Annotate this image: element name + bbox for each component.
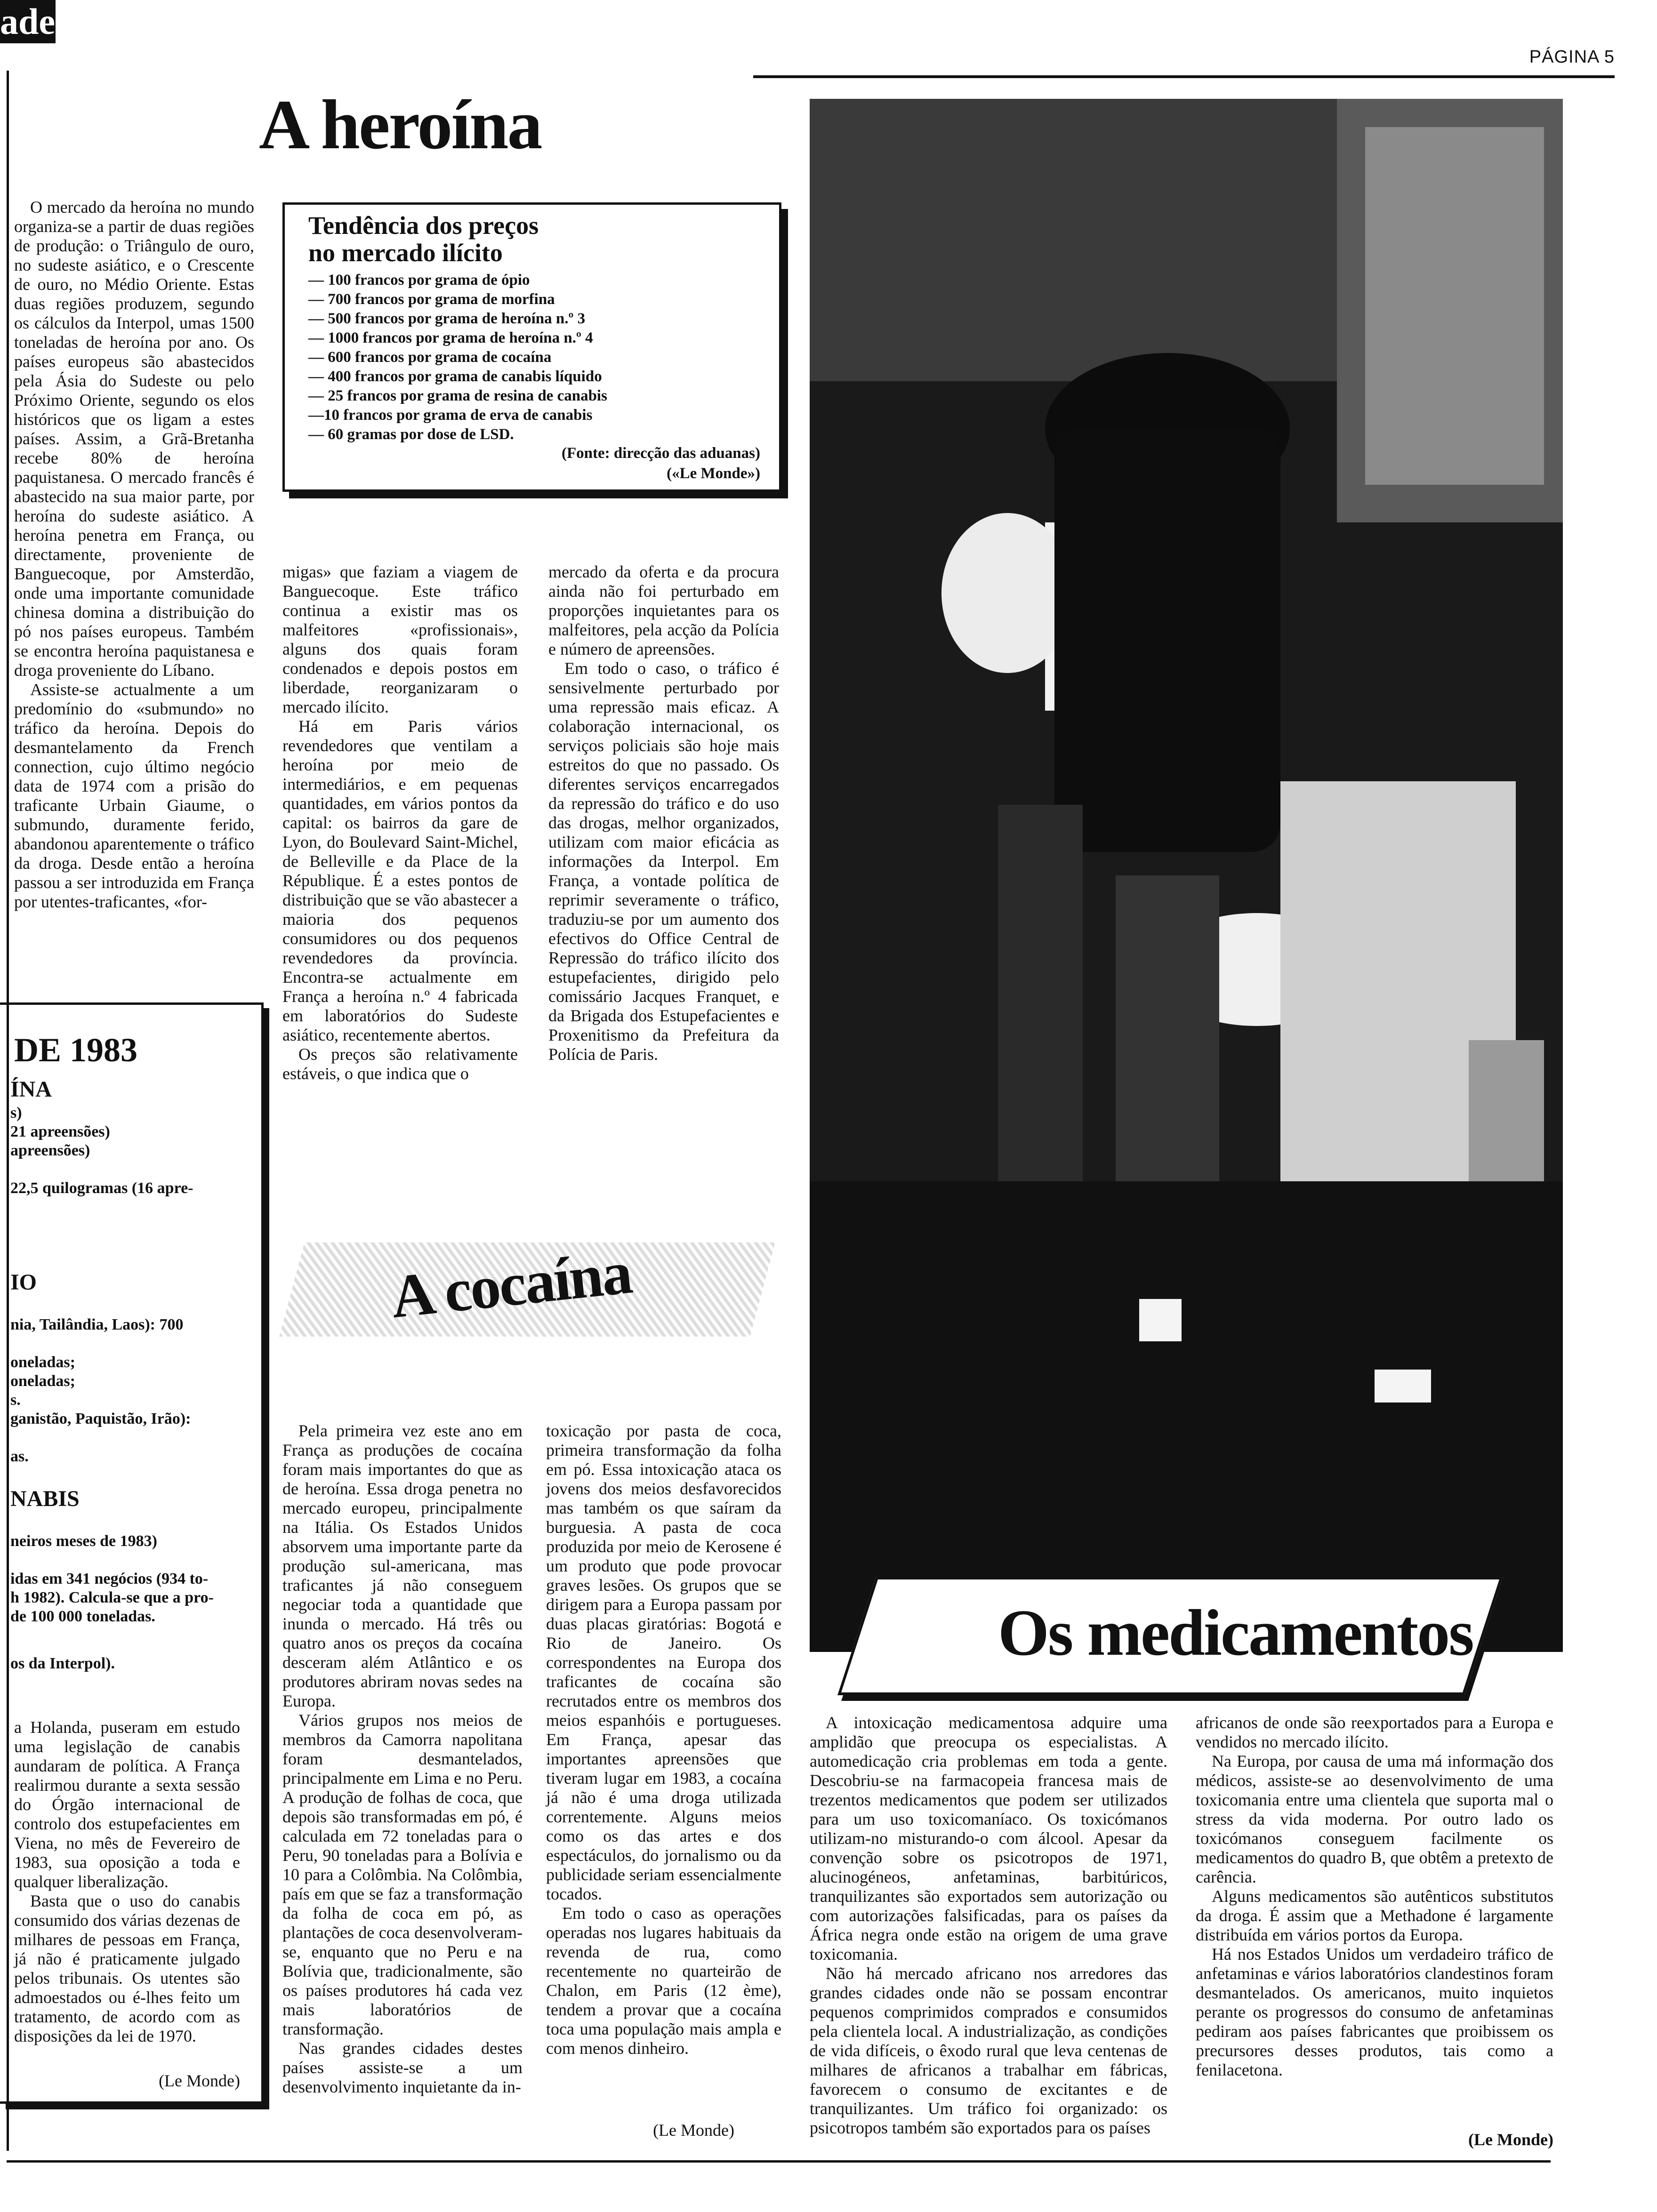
- laboratory-photo-image: [810, 99, 1563, 1652]
- price-list: [308, 271, 760, 444]
- text-line: s): [10, 1104, 22, 1122]
- medicamentos-source: (Le Monde): [1468, 2130, 1553, 2149]
- medicamentos-column-1: [810, 1713, 1167, 2138]
- canabis-source: (Le Monde): [159, 2071, 240, 2090]
- medicamentos-column-2: [1196, 1713, 1553, 2080]
- paragraph: Assiste-se actualmente a um predomínio do «submundo» no tráfico da heroína. Depois do desmantelamento da French connection, cujo último negócio data de 1974 com a prisão do traficante Urbain Giaume, o submundo, duramente ferido, abandonou aparentemente o tráfico da droga. Desde então a heroína passou a ser introduzida em França por utentes-traficantes, «for-: [14, 680, 254, 911]
- paragraph: Pela primeira vez este ano em França as produções de cocaína foram mais importantes do que as de heroína. Essa droga penetra no mercado europeu, principalmente na Itália. Os Estados Unidos absorvem uma importante parte da produção sul-americana, mas traficantes já não conseguem negociar toda a quantidade que inunda o mercado. Há três ou quatro anos os preços da cocaína desceram além Atlântico e os produtores abriram novas sedes na Europa.: [282, 1421, 523, 1710]
- text-line: as.: [10, 1448, 29, 1465]
- seizures-box-body: [10, 1075, 255, 1673]
- paragraph: Nas grandes cidades destes países assiste-se a um desenvolvimento inquietante da in-: [282, 2039, 523, 2096]
- paragraph: migas» que faziam a viagem de Banguecoque. Este tráfico continua a existir mas os malfeitores «profissionais», alguns dos quais foram condenados e depois postos em liberdade, reorganizaram o mercado ilícito.: [282, 562, 518, 716]
- paragraph: mercado da oferta e da procura ainda não foi perturbado em proporções inquietantes para os malfeitores, pela acção da Polícia e número de apreensões.: [548, 562, 779, 658]
- text-line: s.: [10, 1391, 21, 1409]
- heroina-column-3: [548, 562, 779, 1064]
- price-item: — 25 francos por grama de resina de canabis: [308, 387, 607, 404]
- paragraph: Em todo o caso, o tráfico é sensivelmente perturbado por uma repressão mais eficaz. A colaboração internacional, os serviços policiais são hoje mais estreitos do que no passado. Os diferentes serviços encarregados da repressão do tráfico e do uso das drogas, melhor organizados, utilizam com maior eficácia as informações da Interpol. Em França, a vontade política de reprimir severamente o tráfico, traduziu-se por um aumento dos efectivos do Office Central de Repressão do tráfico ilícito dos estupefacientes, dirigido pelo comissário Jacques Franquet, e da Brigada dos Estupefacientes e Proxenitismo da Prefeitura da Polícia de Paris.: [548, 659, 779, 1064]
- price-box-source: (Fonte: direcção das aduanas): [562, 445, 760, 462]
- price-box-title: Tendência dos preços: [308, 211, 539, 240]
- heroina-column-1: [14, 198, 254, 912]
- cocaina-source: (Le Monde): [653, 2121, 734, 2140]
- paragraph: Há nos Estados Unidos um verdadeiro tráfico de anfetaminas e vários laboratórios clandestinos foram desmantelados. Os americanos, muito inquietos perante os progressos do consumo de anfetaminas pediram aos países fabricantes que proibissem os precursores desses produtos, tais como a fenilacetona.: [1196, 1945, 1553, 2079]
- page-number: PÁGINA 5: [1529, 47, 1615, 67]
- price-item: — 100 francos por grama de ópio: [308, 272, 530, 289]
- text-line: IO: [10, 1270, 37, 1295]
- price-item: — 600 francos por grama de cocaína: [308, 349, 552, 366]
- text-line: de 100 000 toneladas.: [10, 1608, 155, 1625]
- price-box-subtitle: no mercado ilícito: [308, 239, 503, 267]
- paragraph: O mercado da heroína no mundo organiza-se a partir de duas regiões de produção: o Triângulo de ouro, no sudeste asiático, e o Crescente de ouro, no Médio Oriente. Estas duas regiões produzem, segundo os cálculos da Interpol, umas 1500 toneladas de heroína por ano. Os países europeus são abastecidos pela Ásia do Sudeste ou pelo Próximo Oriente, segundo os elos históricos que os ligam a estes países. Assim, a Grã-Bretanha recebe 80% de heroína paquistanesa. O mercado francês é abastecido na sua maior parte, por heroína do sudeste asiático. A heroína penetra em França, ou directamente, proveniente de Banguecoque, por Amsterdão, onde uma importante comunidade chinesa domina a distribuição do pó nos países europeus. Também se encontra heroína paquistanesa e droga proveniente do Líbano.: [14, 198, 254, 680]
- paragraph: africanos de onde são reexportados para a Europa e vendidos no mercado ilícito.: [1196, 1713, 1553, 1751]
- medicamentos-title: Os medicamentos: [998, 1596, 1473, 1669]
- paragraph: A intoxicação medicamentosa adquire uma amplidão que preocupa os especialistas. A automedicação cria problemas em toda a gente. Descobriu-se na farmacopeia francesa mais de trezentos medicamentos que podem ser utilizados para um uso toxicomaníaco. Os toxicómanos utilizam-no misturando-o com álcool. Apesar da convenção sobre os psicotropos de 1971, alucinogéneos, anfetaminas, barbitúricos, tranquilizantes são exportados sem autorização ou com autorizações falsificadas, para os países da África negra onde estão na origem de uma grave toxicomania.: [810, 1713, 1167, 1964]
- text-line: neiros meses de 1983): [10, 1532, 157, 1550]
- text-line: os da Interpol).: [10, 1655, 115, 1672]
- text-line: apreensões): [10, 1142, 90, 1159]
- canabis-column: [14, 1718, 240, 2046]
- heroina-column-2: [282, 562, 518, 1083]
- cocaina-column-2: [546, 1421, 781, 2058]
- price-item: — 500 francos por grama de heroína n.º 3: [308, 310, 586, 327]
- paragraph: Alguns medicamentos são autênticos substitutos da droga. É assim que a Methadone é largamente distribuída em vários portos da Europa.: [1196, 1887, 1553, 1944]
- text-line: NABIS: [10, 1486, 80, 1511]
- cocaina-title: A cocaína: [387, 1238, 635, 1331]
- price-box-source-2: («Le Monde»): [667, 465, 760, 482]
- text-line: oneladas;: [10, 1372, 75, 1390]
- text-line: 22,5 quilogramas (16 apre-: [10, 1179, 193, 1197]
- paragraph: Vários grupos nos meios de membros da Camorra napolitana foram desmantelados, principalmente em Lima e no Peru. A produção de folhas de coca, que depois são transformadas em pó, é calculada em 72 toneladas para o Peru, 90 toneladas para a Bolívia e 10 para a Colômbia. Na Colômbia, país em que se faz a transformação da folha de coca em pó, as plantações de coca desenvolveram-se, enquanto que no Peru e na Bolívia que, tradicionalmente, são os países produtores há cada vez mais laboratórios de transformação.: [282, 1711, 523, 2038]
- text-line: nia, Tailândia, Laos): 700: [10, 1316, 184, 1333]
- cocaina-column-1: [282, 1421, 523, 2097]
- price-item: — 400 francos por grama de canabis líquido: [308, 368, 602, 385]
- paragraph: Basta que o uso do canabis consumido dos várias dezenas de milhares de pessoas em França, já não é praticamente julgado pelos tribunais. Os utentes são admoestados ou é-lhes feito um tratamento, de acordo com as disposições da lei de 1970.: [14, 1891, 240, 2045]
- text-line: idas em 341 negócios (934 to-: [10, 1570, 209, 1587]
- price-item: —10 francos por grama de erva de canabis: [308, 407, 593, 424]
- paragraph: toxicação por pasta de coca, primeira transformação da folha em pó. Essa intoxicação ataca os jovens dos meios desfavorecidos mas também os que saíram da burguesia. A pasta de coca produzida por meio de Kerosene é um produto que pode provocar graves lesões. Os grupos que se dirigem para a Europa passam por duas placas giratórias: Bogotá e Rio de Janeiro. Os correspondentes na Europa dos traficantes de cocaína são recrutados entre os membros dos meios espanhóis e portugueses. Em França, apesar das importantes apreensões que tiveram lugar em 1983, a cocaína já não é uma droga utilizada correntemente. Alguns meios como os das artes e dos espectáculos, do jornalismo ou da publicidade seriam essencialmente tocados.: [546, 1421, 781, 1903]
- text-line: oneladas;: [10, 1354, 75, 1371]
- text-line: ÍNA: [10, 1077, 52, 1102]
- paragraph: Na Europa, por causa de uma má informação dos médicos, assiste-se ao desenvolvimento de uma toxicomania entre uma clientela que suporta mal o stress da vida moderna. Por outro lado os toxicómanos conseguem facilmente os medicamentos do quadro B, que obtêm a pretexto de carência.: [1196, 1752, 1553, 1886]
- seizures-box-title: DE 1983: [14, 1031, 138, 1069]
- laboratory-photo: [810, 99, 1563, 1652]
- paragraph: Em todo o caso as operações operadas nos lugares habituais da revenda de rua, como recentemente no quarteirão de Chalon, em Paris (12 ème), tendem a provar que a cocaína toca uma população mais ampla e com menos dinheiro.: [546, 1904, 781, 2058]
- bottom-rule: [7, 2160, 1551, 2163]
- heroina-title: A heroína: [259, 86, 541, 164]
- text-line: h 1982). Calcula-se que a pro-: [10, 1589, 214, 1606]
- header-rule: [753, 75, 1615, 78]
- paragraph: Os preços são relativamente estáveis, o que indica que o: [282, 1045, 518, 1083]
- price-item: — 60 gramas por dose de LSD.: [308, 426, 514, 443]
- paragraph: Há em Paris vários revendedores que ventilam a heroína por meio de intermediários, e em pequenas quantidades, em vários pontos da capital: os bairros da gare de Lyon, do Boulevard Saint-Michel, de Belleville e da Place de la République. É a estes pontos de distribuição que se vão abastecer a maioria dos pequenos consumidores ou dos pequenos revendedores da província. Encontra-se actualmente em França a heroína n.º 4 fabricada em laboratórios do Sudeste asiático, recentemente abertos.: [282, 717, 518, 1044]
- text-line: 21 apreensões): [10, 1123, 110, 1140]
- text-line: ganistão, Paquistão, Irão):: [10, 1410, 191, 1427]
- paragraph: Não há mercado africano nos arredores das grandes cidades onde não se possam encontrar pequenos comprimidos comprados e consumidos pela clientela local. A industrialização, as condições de vida difíceis, o êxodo rural que leva centenas de milhares de africanos a trabalhar em fábricas, favorecem o consumo de excitantes e de tranquilizantes. Um tráfico foi organizado: os psicotropos também são exportados para os países: [810, 1964, 1167, 2137]
- paragraph: a Holanda, puseram em estudo uma legislação de canabis aundaram de política. A França realirmou durante a sexta sessão do Órgão internacional de controlo dos estupefacientes em Viena, no mês de Fevereiro de 1983, sua oposição a toda e qualquer liberalização.: [14, 1718, 240, 1891]
- price-trend-box: [282, 202, 781, 492]
- price-item: — 1000 francos por grama de heroína n.º 4: [308, 329, 593, 346]
- price-item: — 700 francos por grama de morfina: [308, 291, 555, 308]
- masthead-logo: ade: [0, 0, 56, 43]
